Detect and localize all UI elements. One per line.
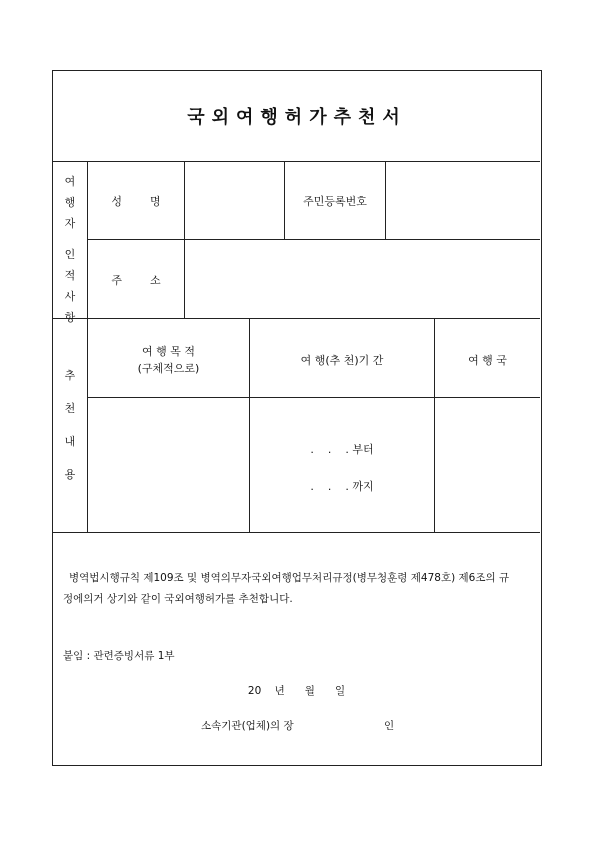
divider-recommend-end [53, 532, 540, 533]
purpose-header-line2: (구체적으로) [137, 362, 200, 375]
seal-mark[interactable]: 인 [384, 720, 395, 732]
purpose-header [88, 343, 249, 377]
statement-line2: 정에의거 상기와 같이 국외여행허가를 추천합니다. [63, 593, 293, 605]
address-field[interactable] [185, 240, 539, 317]
purpose-field[interactable] [88, 398, 248, 531]
name-label: 성 명 [111, 195, 161, 208]
country-header: 여 행 국 [468, 354, 507, 367]
purpose-header-line1: 여 행 목 적 [142, 345, 195, 358]
address-label: 주 소 [111, 274, 161, 287]
statement-line1: 병역법시행규칙 제109조 및 병역의무자국외여행업무처리규정(병무청훈령 제478호) 제6조의 규 [69, 572, 510, 584]
period-to[interactable]: . . . 까지 [310, 480, 374, 493]
period-from[interactable]: . . . 부터 [310, 443, 374, 456]
divider-purpose-period [249, 318, 250, 532]
id-number-label: 주민등록번호 [303, 195, 367, 208]
recommend-section-label: 추 천 내 용 [64, 369, 76, 481]
country-field[interactable] [435, 398, 539, 531]
id-number-field[interactable] [386, 162, 539, 238]
form-title: 국외여행허가추천서 [187, 107, 407, 128]
divider-traveler-end [53, 318, 540, 319]
traveler-section-label: 여 행 자 인 적 사 항 [64, 175, 76, 324]
name-field[interactable] [185, 162, 283, 238]
date-line[interactable]: 20 년 월 일 [247, 685, 346, 697]
recommendation-form [52, 70, 542, 766]
statement-text [63, 568, 535, 610]
attachment-note: 붙임 : 관련증빙서류 1부 [63, 650, 175, 662]
period-header: 여 행(추 천)기 간 [300, 354, 384, 367]
signature-label: 소속기관(업체)의 장 [201, 720, 294, 732]
